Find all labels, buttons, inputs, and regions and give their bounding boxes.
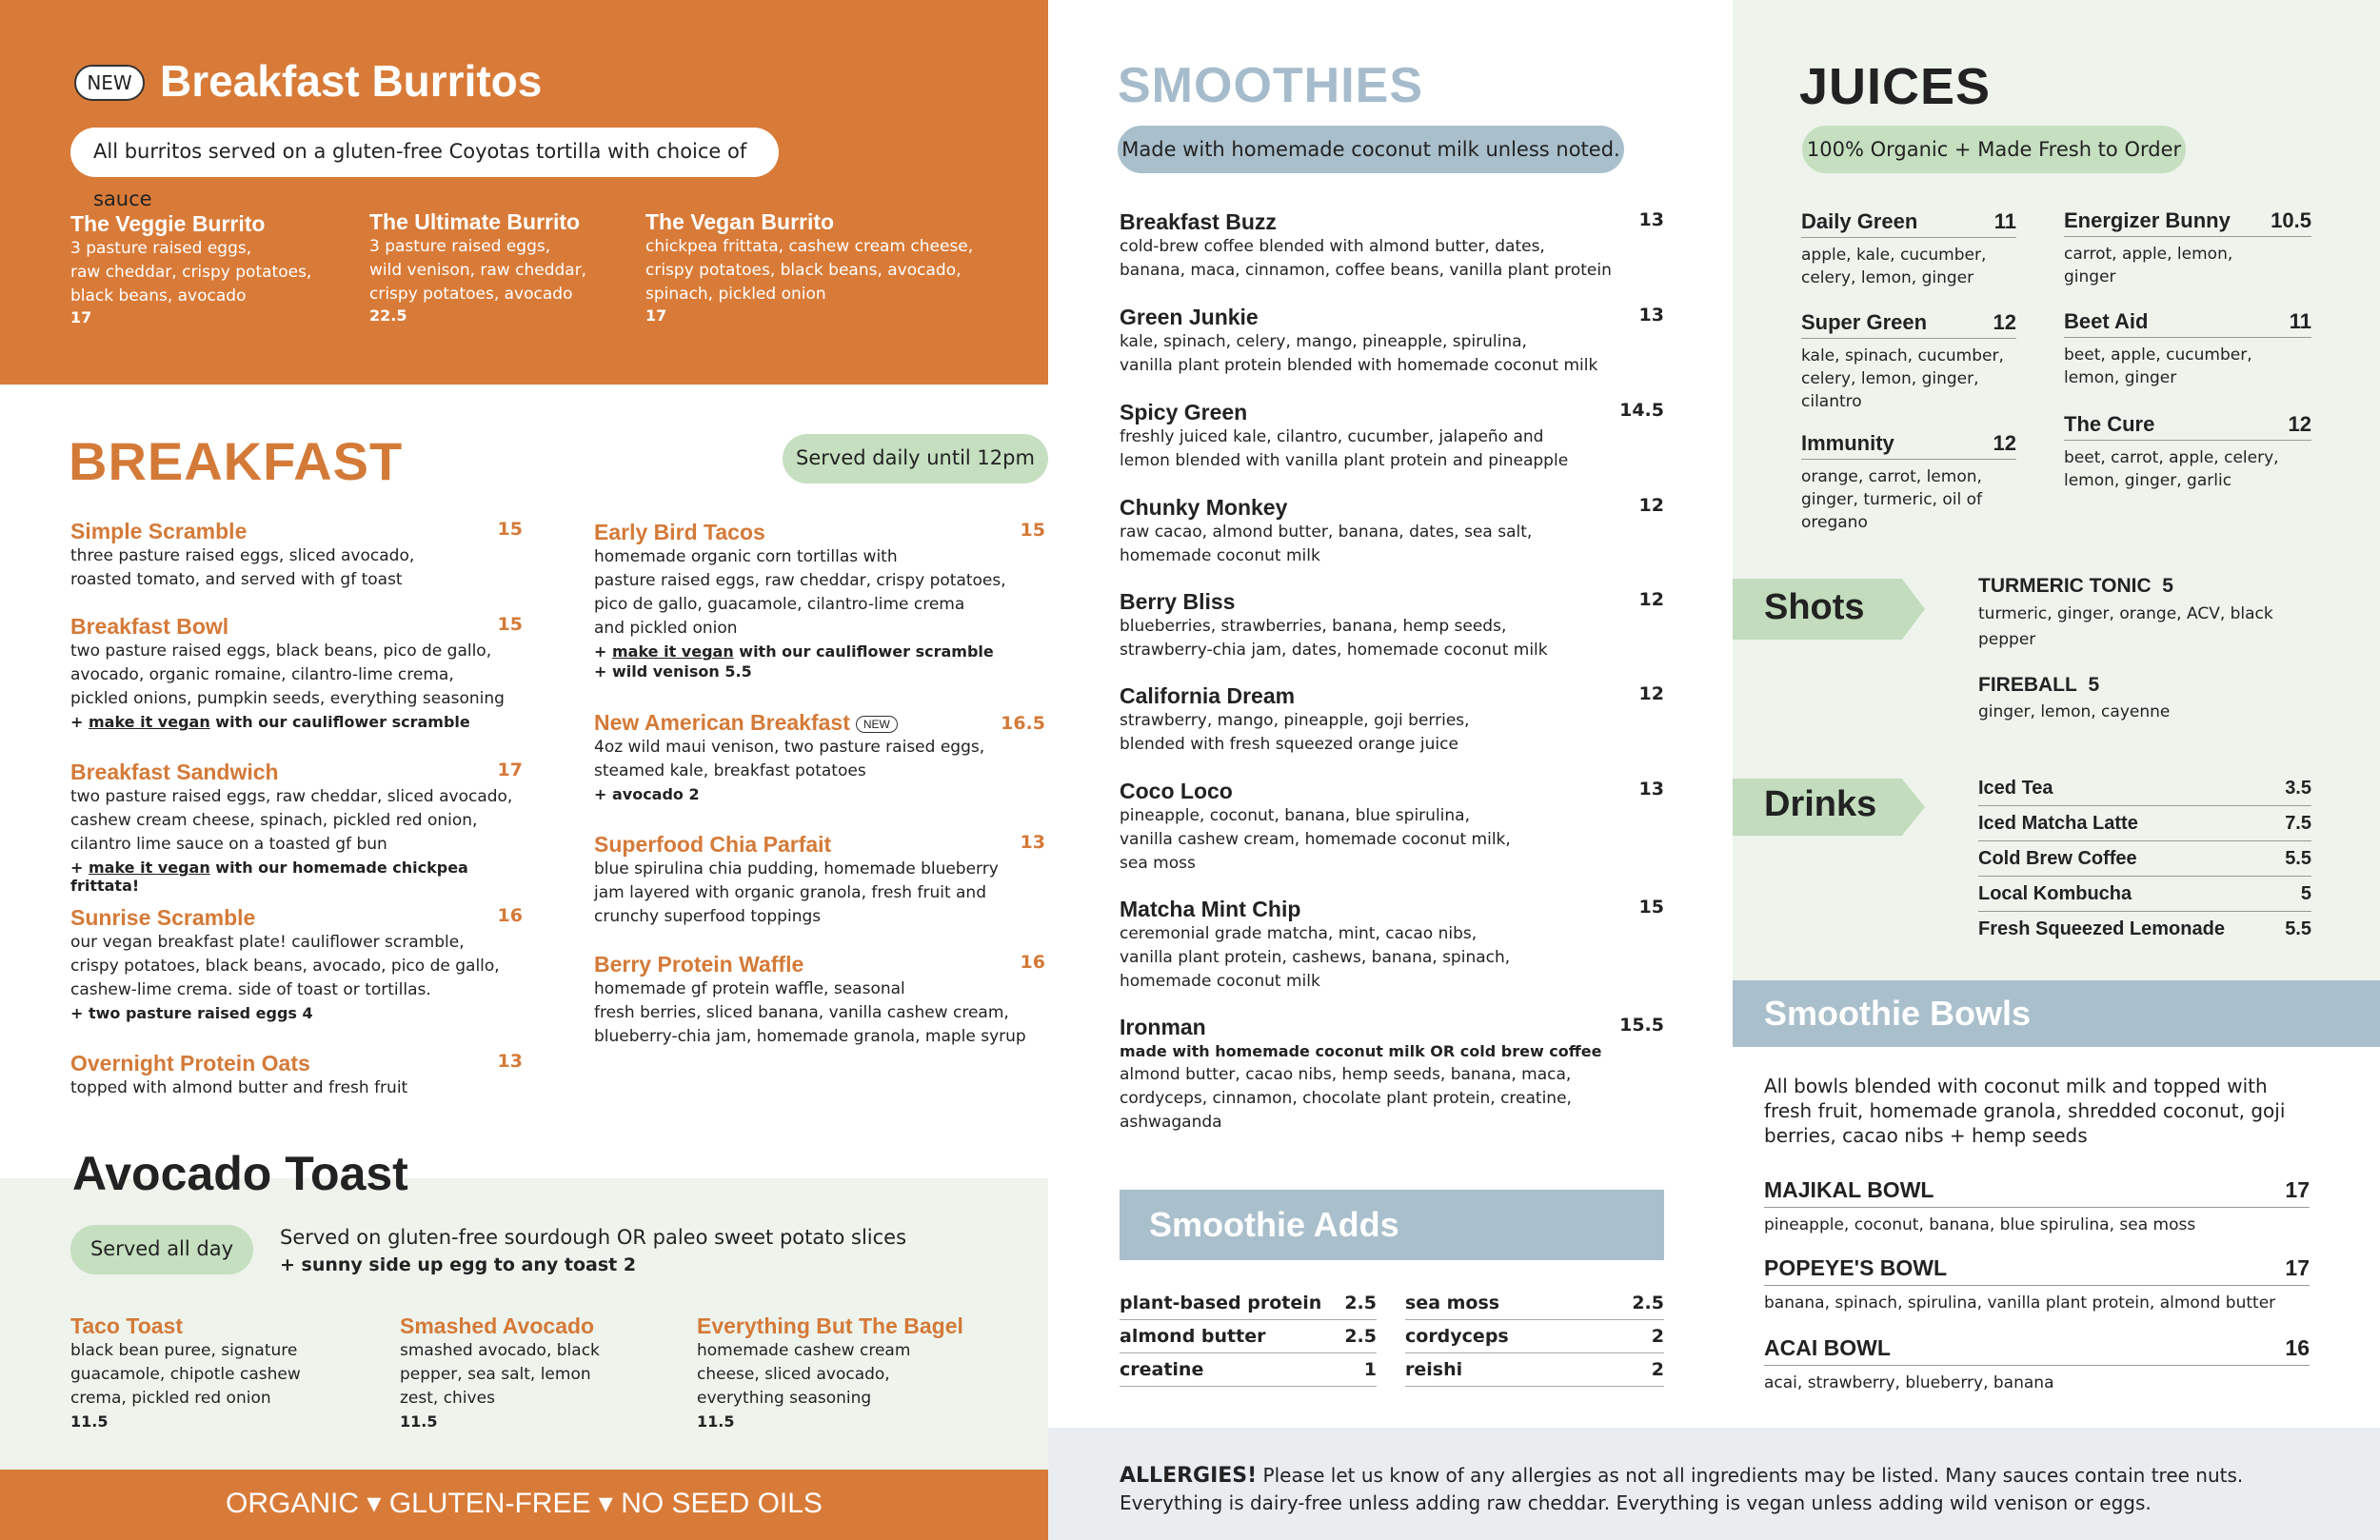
adds-right: [1405, 1287, 1664, 1387]
item-desc: orange, carrot, lemon, ginger, turmeric, oil of oregano: [1801, 467, 1982, 532]
item-price: 11: [2289, 309, 2311, 333]
add-row: [1405, 1287, 1664, 1320]
toast-item: [70, 1313, 356, 1431]
drinks-title: Drinks: [1764, 784, 1877, 824]
breakfast-left-column: [70, 519, 523, 1100]
juices-note: 100% Organic + Made Fresh to Order: [1802, 126, 2186, 173]
item-price: 12: [1638, 683, 1664, 704]
menu-item: [70, 614, 523, 760]
new-badge: NEW: [74, 65, 145, 101]
item-name: MAJIKAL BOWL: [1764, 1177, 1934, 1202]
avocado-note: Served on gluten-free sourdough OR paleo sweet potato slices: [280, 1226, 907, 1249]
smoothie-bowls-title: Smoothie Bowls: [1764, 994, 2032, 1033]
item-desc: two pasture raised eggs, black beans, pico de gallo, avocado, organic romaine, cilantro-lime crema, pickled onions, pumpkin seeds, everything seasoning: [70, 642, 505, 708]
juice-name-row: [2064, 309, 2311, 338]
smoothies-note: Made with homemade coconut milk unless noted.: [1118, 126, 1624, 173]
extra-prefix: +: [70, 713, 89, 731]
juice-item: [1801, 431, 2016, 534]
item-desc: freshly juiced kale, cilantro, cucumber, jalapeño and lemon blended with vanilla plant protein and pineapple: [1120, 427, 1569, 470]
add-price: 2: [1651, 1359, 1664, 1380]
menu-item: [594, 710, 1045, 832]
item-price: 16: [2285, 1335, 2310, 1360]
add-price: 2: [1651, 1326, 1664, 1347]
make-vegan-link: make it vegan: [88, 859, 210, 877]
bowls-list: [1764, 1177, 2310, 1392]
smoothie-item: [1120, 683, 1664, 779]
item-name: Breakfast Bowl: [70, 614, 229, 639]
bowls-note: All bowls blended with coconut milk and topped with fresh fruit, homemade granola, shredded coconut, goji berries, cacao nibs + hemp seeds: [1764, 1075, 2286, 1147]
item-desc: smashed avocado, black pepper, sea salt, lemon zest, chives: [400, 1341, 600, 1408]
add-row: [1120, 1353, 1377, 1387]
extra-suffix: with our cauliflower scramble: [733, 642, 994, 661]
drinks-list: [1978, 771, 2311, 946]
item-desc: two pasture raised eggs, raw cheddar, sliced avocado, cashew cream cheese, spinach, pickled red onion, cilantro lime sauce on a toasted gf bun: [70, 787, 513, 854]
avocado-title: Avocado Toast: [72, 1147, 408, 1200]
item-price: 5: [2088, 674, 2100, 696]
add-name: reishi: [1405, 1359, 1463, 1380]
item-extra: [594, 642, 1045, 661]
item-desc: blue spirulina chia pudding, homemade blueberry jam layered with organic granola, fresh fruit and crunchy superfood toppings: [594, 859, 999, 926]
item-price: 5.5: [2285, 918, 2311, 939]
item-extra: + two pasture raised eggs 4: [70, 1004, 313, 1022]
item-price: 11.5: [697, 1412, 735, 1431]
shots-title: Shots: [1764, 587, 1865, 627]
burrito-name: The Ultimate Burrito: [369, 209, 581, 234]
menu-item: [70, 1051, 523, 1100]
smoothies-title: SMOOTHIES: [1118, 58, 1424, 113]
breakfast-title: BREAKFAST: [69, 431, 404, 491]
smoothie-item: [1120, 779, 1664, 897]
add-price: 2.5: [1344, 1293, 1377, 1313]
juice-left-column: [1801, 209, 2016, 534]
adds-left: [1120, 1287, 1377, 1387]
item-name: TURMERIC TONIC: [1978, 575, 2152, 597]
burrito-name: The Vegan Burrito: [645, 209, 835, 234]
breakfast-right-column: [594, 520, 1045, 1049]
item-price: 17: [2285, 1177, 2310, 1202]
bowl-name-row: [1764, 1177, 2310, 1208]
add-name: almond butter: [1120, 1326, 1266, 1347]
menu-item: [70, 519, 523, 614]
item-name: California Dream: [1120, 683, 1296, 708]
burrito-name: The Veggie Burrito: [70, 211, 266, 236]
add-price: 2.5: [1344, 1326, 1377, 1347]
allergies-text: [1120, 1462, 2357, 1516]
add-name: cordyceps: [1405, 1326, 1509, 1347]
item-price: 12: [2288, 412, 2311, 436]
item-name: Local Kombucha: [1978, 883, 2132, 904]
item-price: 12: [1993, 431, 2016, 455]
item-name: Daily Green: [1801, 209, 1918, 233]
toast-item: [400, 1313, 685, 1431]
item-desc: black bean puree, signature guacamole, chipotle cashew crema, pickled red onion: [70, 1341, 301, 1408]
item-price: 17: [497, 760, 523, 780]
item-desc: 4oz wild maui venison, two pasture raised eggs, steamed kale, breakfast potatoes: [594, 738, 985, 780]
add-price: 2.5: [1632, 1293, 1664, 1313]
item-extra: + wild venison 5.5: [594, 662, 752, 681]
item-price: 13: [1638, 209, 1664, 230]
smoothie-item: [1120, 305, 1664, 400]
item-desc: beet, carrot, apple, celery, lemon, ginger, garlic: [2064, 448, 2279, 490]
shot-item: [1978, 575, 2321, 653]
juice-name-row: [2064, 208, 2311, 237]
item-desc: strawberry, mango, pineapple, goji berries, blended with fresh squeezed orange juice: [1120, 711, 1470, 754]
menu-item: [594, 832, 1045, 952]
item-desc: homemade cashew cream cheese, sliced avocado, everything seasoning: [697, 1341, 911, 1408]
item-price: 3.5: [2285, 778, 2311, 799]
burrito-item: [645, 209, 1026, 325]
bowl-name-row: [1764, 1255, 2310, 1286]
add-row: [1120, 1320, 1377, 1353]
shot-name-row: [1978, 575, 2321, 598]
drink-row: [1978, 912, 2311, 946]
item-price: 12: [1993, 310, 2016, 334]
item-name: Berry Protein Waffle: [594, 952, 804, 977]
item-price: 13: [497, 1051, 523, 1072]
item-price: 16.5: [1001, 712, 1045, 734]
smoothie-item: [1120, 1015, 1664, 1135]
make-vegan-link: make it vegan: [611, 642, 734, 661]
burrito-desc: 3 pasture raised eggs, wild venison, raw cheddar, crispy potatoes, avocado: [369, 237, 587, 304]
item-desc: pineapple, coconut, banana, blue spirulina, vanilla cashew cream, homemade coconut milk, sea moss: [1120, 806, 1511, 873]
item-price: 15: [497, 614, 523, 635]
item-name: Overnight Protein Oats: [70, 1051, 310, 1076]
item-name: Beet Aid: [2064, 309, 2149, 333]
juice-item: [2064, 412, 2311, 492]
toast-item: [697, 1313, 1040, 1431]
burrito-item: [369, 209, 645, 325]
item-price: 13: [1638, 305, 1664, 326]
item-desc: homemade gf protein waffle, seasonal fresh berries, sliced banana, vanilla cashew cream, blueberry-chia jam, homemade granola, maple syrup: [594, 979, 1026, 1046]
avocado-extra: + sunny side up egg to any toast 2: [280, 1254, 637, 1275]
item-price: 15: [1638, 897, 1664, 918]
item-desc: turmeric, ginger, orange, ACV, black pepper: [1978, 604, 2273, 649]
item-name: Taco Toast: [70, 1313, 183, 1338]
item-price: 15.5: [1619, 1015, 1664, 1036]
new-badge: NEW: [856, 716, 898, 733]
allergies-label: ALLERGIES!: [1120, 1464, 1258, 1488]
item-price: 14.5: [1619, 400, 1664, 421]
item-name: Spicy Green: [1120, 400, 1248, 424]
item-price: 5: [2162, 575, 2173, 597]
burrito-desc: chickpea frittata, cashew cream cheese, crispy potatoes, black beans, avocado, spinach, pickled onion: [645, 237, 974, 304]
item-name: Everything But The Bagel: [697, 1313, 963, 1338]
menu-item: [594, 520, 1045, 710]
add-price: 1: [1363, 1359, 1377, 1380]
footer-banner-text: ORGANIC ▾ GLUTEN-FREE ▾ NO SEED OILS: [226, 1488, 823, 1519]
item-price: 11.5: [400, 1412, 438, 1431]
item-desc: cold-brew coffee blended with almond butter, dates, banana, maca, cinnamon, coffee beans, vanilla plant protein: [1120, 237, 1612, 280]
juice-item: [2064, 309, 2311, 412]
item-name: Matcha Mint Chip: [1120, 897, 1301, 921]
item-desc: blueberries, strawberries, banana, hemp seeds, strawberry-chia jam, dates, homemade coconut milk: [1120, 617, 1548, 660]
add-row: [1405, 1353, 1664, 1387]
menu-item: [70, 905, 523, 1051]
drink-row: [1978, 771, 2311, 806]
smoothie-item: [1120, 400, 1664, 495]
item-desc: raw cacao, almond butter, banana, dates, sea salt, homemade coconut milk: [1120, 523, 1533, 565]
burrito-desc: 3 pasture raised eggs, raw cheddar, crispy potatoes, black beans, avocado: [70, 239, 312, 306]
item-name: The Cure: [2064, 412, 2155, 436]
item-name: Smashed Avocado: [400, 1313, 595, 1338]
item-name: Fresh Squeezed Lemonade: [1978, 918, 2225, 939]
item-price: 13: [1638, 779, 1664, 800]
item-desc: banana, spinach, spirulina, vanilla plant protein, almond butter: [1764, 1293, 2276, 1313]
item-desc: three pasture raised eggs, sliced avocado, roasted tomato, and served with gf toast: [70, 546, 415, 589]
item-price: 13: [1020, 832, 1045, 853]
add-name: plant-based protein: [1120, 1293, 1322, 1313]
item-name: Breakfast Buzz: [1120, 209, 1277, 234]
item-desc: our vegan breakfast plate! cauliflower scramble, crispy potatoes, black beans, avocado, pico de gallo, cashew-lime crema. side of toast or tortillas.: [70, 933, 500, 999]
shot-item: [1978, 674, 2321, 724]
smoothie-item: [1120, 897, 1664, 1015]
item-name: Iced Tea: [1978, 778, 2053, 799]
item-desc: carrot, apple, lemon, ginger: [2064, 245, 2233, 286]
item-name: Sunrise Scramble: [70, 905, 256, 930]
item-desc: kale, spinach, celery, mango, pineapple, spirulina, vanilla plant protein blended with homemade coconut milk: [1120, 332, 1598, 375]
item-name: Breakfast Sandwich: [70, 760, 279, 784]
add-row: [1405, 1320, 1664, 1353]
item-desc: kale, spinach, cucumber, celery, lemon, ginger, cilantro: [1801, 346, 2004, 411]
item-name: Iced Matcha Latte: [1978, 813, 2138, 834]
allergies-line-2: Everything is dairy-free unless adding raw cheddar. Everything is vegan unless adding wild venison or eggs.: [1120, 1491, 2152, 1514]
item-name: Immunity: [1801, 431, 1894, 455]
item-price: 12: [1638, 589, 1664, 610]
smoothie-adds-title: Smoothie Adds: [1149, 1205, 1399, 1244]
item-desc: almond butter, cacao nibs, hemp seeds, banana, maca, cordyceps, cinnamon, chocolate plant protein, creatine, ashwaganda: [1120, 1065, 1572, 1132]
item-name: Superfood Chia Parfait: [594, 832, 832, 857]
avocado-served-badge: Served all day: [70, 1225, 253, 1274]
item-name: Energizer Bunny: [2064, 208, 2231, 232]
item-desc: topped with almond butter and fresh fruit: [70, 1078, 408, 1097]
smoothie-list: [1120, 209, 1664, 1135]
burritos-note: All burritos served on a gluten-free Coyotas tortilla with choice of sauce: [70, 128, 779, 177]
item-price: 5.5: [2285, 848, 2311, 869]
item-name: Coco Loco: [1120, 779, 1233, 803]
item-name: [594, 710, 898, 736]
item-name: Early Bird Tacos: [594, 520, 765, 544]
item-subtitle: made with homemade coconut milk OR cold brew coffee: [1120, 1042, 1602, 1060]
drink-row: [1978, 806, 2311, 841]
make-vegan-link: make it vegan: [88, 713, 210, 731]
bowl-item: [1764, 1177, 2310, 1255]
item-price: 12: [1638, 495, 1664, 516]
item-name: Super Green: [1801, 310, 1928, 334]
item-desc: pineapple, coconut, banana, blue spirulina, sea moss: [1764, 1215, 2196, 1234]
item-name-text: New American Breakfast: [594, 710, 850, 735]
item-name: ACAI BOWL: [1764, 1335, 1891, 1360]
add-name: creatine: [1120, 1359, 1204, 1380]
burrito-price: 17: [70, 308, 92, 326]
juice-right-column: [2064, 208, 2311, 492]
juices-title: JUICES: [1799, 58, 1992, 115]
item-extra: + avocado 2: [594, 785, 700, 803]
juice-name-row: [1801, 431, 2016, 460]
juice-name-row: [2064, 412, 2311, 441]
burrito-price: 17: [645, 306, 667, 325]
bowl-item: [1764, 1335, 2310, 1392]
item-name: Chunky Monkey: [1120, 495, 1288, 520]
item-price: 16: [497, 905, 523, 926]
item-price: 15: [497, 519, 523, 540]
juice-item: [1801, 310, 2016, 431]
item-name: POPEYE'S BOWL: [1764, 1255, 1948, 1280]
juice-name-row: [1801, 310, 2016, 339]
menu-item: [594, 952, 1045, 1049]
extra-suffix: with our cauliflower scramble: [209, 713, 470, 731]
item-extra: [70, 859, 523, 895]
burritos-title: Breakfast Burritos: [160, 56, 543, 106]
item-desc: ceremonial grade matcha, mint, cacao nibs, vanilla plant protein, cashews, banana, spinach, homemade coconut milk: [1120, 924, 1511, 991]
item-price: 11: [1993, 209, 2016, 233]
smoothie-item: [1120, 209, 1664, 305]
item-extra: [70, 713, 523, 731]
item-desc: homemade organic corn tortillas with pasture raised eggs, raw cheddar, crispy potatoes, pico de gallo, guacamole, cilantro-lime crema and pickled onion: [594, 547, 1006, 638]
item-price: 7.5: [2285, 813, 2311, 834]
item-price: 16: [1020, 952, 1045, 973]
juice-name-row: [1801, 209, 2016, 238]
smoothie-item: [1120, 495, 1664, 589]
juice-item: [2064, 208, 2311, 309]
allergies-line-1: Please let us know of any allergies as not all ingredients may be listed. Many sauces contain tree nuts.: [1257, 1464, 2244, 1487]
bowl-item: [1764, 1255, 2310, 1335]
shot-name-row: [1978, 674, 2321, 697]
juice-item: [1801, 209, 2016, 310]
item-name: FIREBALL: [1978, 674, 2077, 696]
item-price: 15: [1020, 520, 1045, 541]
extra-prefix: +: [70, 859, 89, 877]
burrito-item: [70, 211, 356, 326]
add-name: sea moss: [1405, 1293, 1500, 1313]
menu-item: [70, 760, 523, 905]
bowl-name-row: [1764, 1335, 2310, 1366]
item-name: Simple Scramble: [70, 519, 248, 543]
burrito-price: 22.5: [369, 306, 407, 325]
drink-row: [1978, 841, 2311, 877]
item-name: Berry Bliss: [1120, 589, 1236, 614]
item-desc: beet, apple, cucumber, lemon, ginger: [2064, 346, 2252, 387]
item-name: Cold Brew Coffee: [1978, 848, 2137, 869]
item-name: Ironman: [1120, 1015, 1206, 1039]
item-price: 11.5: [70, 1412, 109, 1431]
item-price: 5: [2300, 883, 2311, 904]
item-price: 10.5: [2271, 208, 2311, 232]
item-desc: apple, kale, cucumber, celery, lemon, ginger: [1801, 246, 1987, 287]
extra-prefix: +: [594, 642, 612, 661]
add-row: [1120, 1287, 1377, 1320]
smoothie-item: [1120, 589, 1664, 683]
item-desc: ginger, lemon, cayenne: [1978, 702, 2171, 721]
item-name: Green Junkie: [1120, 305, 1259, 329]
item-price: 17: [2285, 1255, 2310, 1280]
item-desc: acai, strawberry, blueberry, banana: [1764, 1373, 2054, 1392]
breakfast-served-badge: Served daily until 12pm: [783, 434, 1048, 484]
drink-row: [1978, 877, 2311, 912]
extra-suffix: with our homemade chickpea frittata!: [70, 859, 468, 895]
